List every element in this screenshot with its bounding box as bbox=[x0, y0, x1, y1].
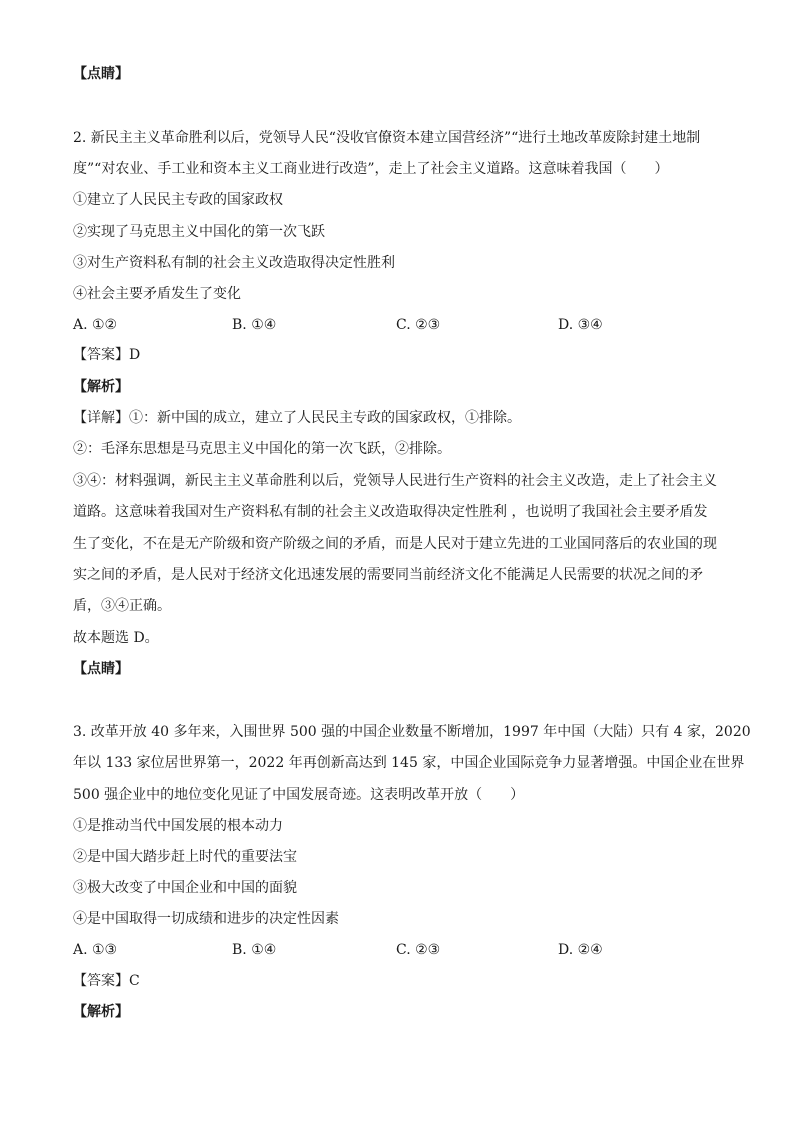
q2-detail-line-5: 生了变化，不在是无产阶级和资产阶级之间的矛盾，而是人民对于建立先进的工业国同落后的农业国的现 bbox=[73, 536, 717, 552]
q2-item-1: ①建立了人民民主专政的国家政权 bbox=[73, 192, 283, 208]
q2-answer: 【答案】D bbox=[73, 347, 141, 363]
q2-detail-line-4: 道路。这意味着我国对生产资料私有制的社会主义改造取得决定性胜利 ，也说明了我国社会主要矛盾发 bbox=[73, 504, 708, 520]
q2-option-d: D. ③④ bbox=[558, 317, 603, 333]
q3-stem-line-2: 年以 133 家位居世界第一，2022 年再创新高达到 145 家，中国企业国际竞争力显著增强。中国企业在世界 bbox=[73, 755, 745, 771]
q2-dianjing-heading: 【点睛】 bbox=[73, 661, 129, 677]
q3-item-1: ①是推动当代中国发展的根本动力 bbox=[73, 818, 283, 834]
q3-answer: 【答案】C bbox=[73, 973, 140, 989]
q2-item-4: ④社会主要矛盾发生了变化 bbox=[73, 286, 241, 302]
q3-item-2: ②是中国大踏步赶上时代的重要法宝 bbox=[73, 849, 297, 865]
q3-option-b: B. ①④ bbox=[232, 942, 277, 958]
q2-detail-line-8: 故本题选 D。 bbox=[73, 630, 159, 646]
q3-stem-line-1: 3. 改革开放 40 多年来，入围世界 500 强的中国企业数量不断增加，1997 年中国（大陆）只有 4 家，2020 bbox=[73, 724, 751, 740]
q2-detail-line-3: ③④：材料强调，新民主主义革命胜利以后，党领导人民进行生产资料的社会主义改造，走上了社会主义 bbox=[73, 473, 717, 489]
q2-detail-line-7: 盾，③④正确。 bbox=[73, 598, 171, 614]
q2-option-b: B. ①④ bbox=[232, 317, 277, 333]
q3-jiexi-heading: 【解析】 bbox=[73, 1004, 129, 1020]
q3-item-4: ④是中国取得一切成绩和进步的决定性因素 bbox=[73, 911, 339, 927]
q2-option-c: C. ②③ bbox=[396, 317, 441, 333]
q3-stem-line-3: 500 强企业中的地位变化见证了中国发展奇迹。这表明改革开放（ ） bbox=[73, 787, 525, 803]
q2-item-2: ②实现了马克思主义中国化的第一次飞跃 bbox=[73, 224, 325, 240]
q3-option-c: C. ②③ bbox=[396, 942, 441, 958]
q1-dianjing-heading: 【点睛】 bbox=[73, 66, 129, 82]
q3-item-3: ③极大改变了中国企业和中国的面貌 bbox=[73, 880, 297, 896]
q3-option-d: D. ②④ bbox=[558, 942, 603, 958]
q2-item-3: ③对生产资料私有制的社会主义改造取得决定性胜利 bbox=[73, 255, 395, 271]
q2-jiexi-heading: 【解析】 bbox=[73, 379, 129, 395]
q2-stem-line-1: 2. 新民主主义革命胜利以后，党领导人民“没收官僚资本建立国营经济”“进行土地改革废除封建土地制 bbox=[73, 130, 701, 146]
q2-detail-line-1: 【详解】①：新中国的成立，建立了人民民主专政的国家政权，①排除。 bbox=[73, 410, 521, 426]
q2-detail-line-6: 实之间的矛盾，是人民对于经济文化迅速发展的需要同当前经济文化不能满足人民需要的状况之间的矛 bbox=[73, 567, 703, 583]
q2-option-a: A. ①② bbox=[73, 317, 118, 333]
q2-stem-line-2: 度”“对农业、手工业和资本主义工商业进行改造”，走上了社会主义道路。这意味着我国（ ） bbox=[73, 161, 669, 177]
q3-option-a: A. ①③ bbox=[73, 942, 118, 958]
q2-detail-line-2: ②：毛泽东思想是马克思主义中国化的第一次飞跃，②排除。 bbox=[73, 441, 451, 457]
